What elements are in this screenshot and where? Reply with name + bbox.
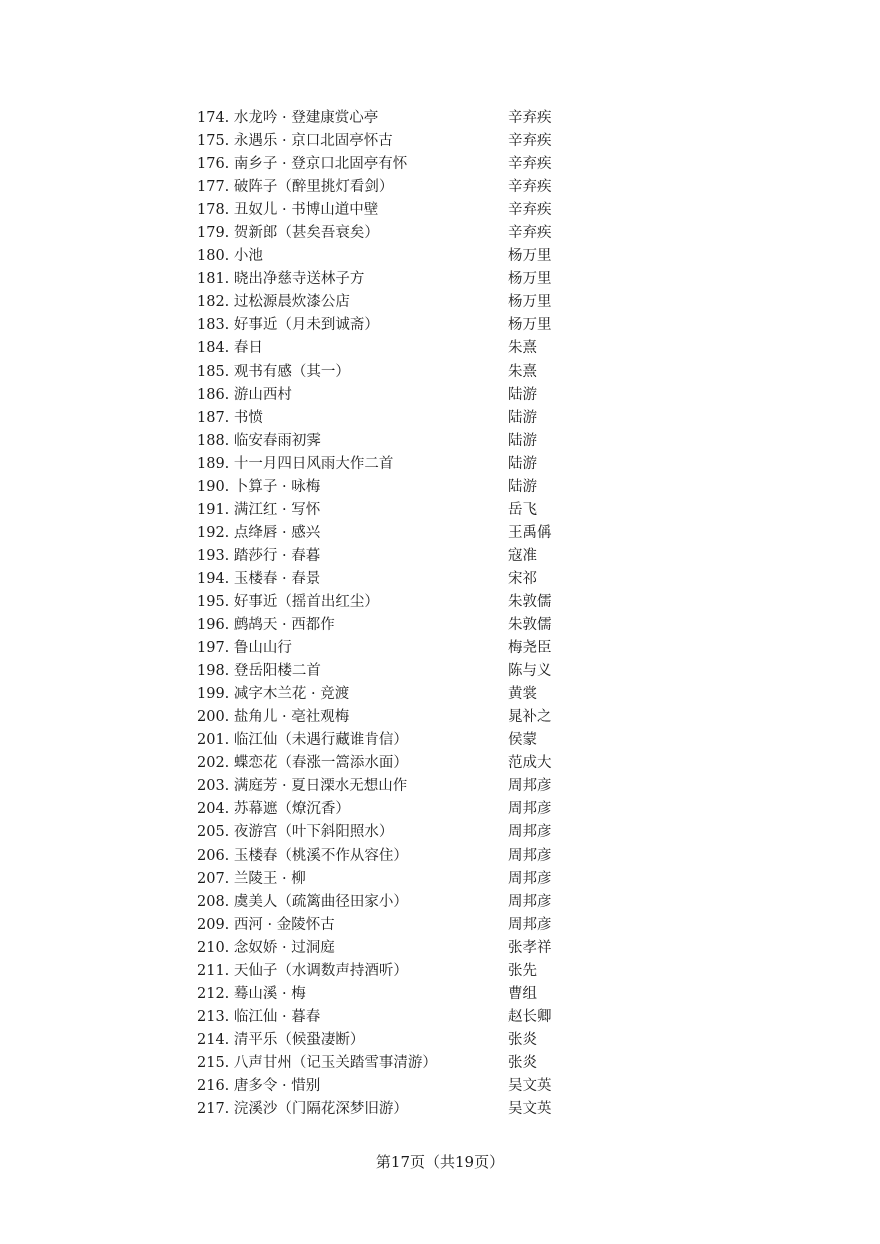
- list-item: [0, 660, 880, 683]
- list-item: [0, 845, 880, 868]
- poem-title: 203. 满庭芳 · 夏日溧水无想山作: [197, 778, 408, 795]
- poem-author: 杨万里: [508, 271, 552, 288]
- list-item: [0, 222, 880, 245]
- poem-author: 周邦彦: [508, 778, 552, 795]
- poem-title: 213. 临江仙 · 暮春: [197, 1008, 321, 1025]
- poem-list: [0, 107, 880, 1121]
- list-item: [0, 291, 880, 314]
- poem-title: 185. 观书有感（其一）: [197, 363, 350, 380]
- poem-author: 黄裳: [508, 686, 537, 703]
- poem-title: 179. 贺新郎（甚矣吾衰矣）: [197, 225, 379, 242]
- poem-title: 186. 游山西村: [197, 386, 292, 403]
- poem-title: 195. 好事近（摇首出红尘）: [197, 593, 379, 610]
- poem-title: 207. 兰陵王 · 柳: [197, 870, 306, 887]
- poem-author: 陆游: [508, 409, 537, 426]
- list-item: [0, 522, 880, 545]
- poem-title: 188. 临安春雨初霁: [197, 432, 321, 449]
- list-item: [0, 706, 880, 729]
- poem-title: 178. 丑奴儿 · 书博山道中壁: [197, 202, 379, 219]
- list-item: [0, 1098, 880, 1121]
- page-number: 第17页（共19页）: [375, 1153, 505, 1171]
- poem-author: 杨万里: [508, 294, 552, 311]
- list-item: [0, 821, 880, 844]
- poem-author: 张孝祥: [508, 939, 552, 956]
- poem-title: 176. 南乡子 · 登京口北固亭有怀: [197, 156, 408, 173]
- poem-author: 辛弃疾: [508, 179, 552, 196]
- poem-author: 岳飞: [508, 501, 537, 518]
- list-item: [0, 430, 880, 453]
- poem-title: 211. 天仙子（水调数声持酒听）: [197, 962, 408, 979]
- list-item: [0, 476, 880, 499]
- poem-title: 187. 书愤: [197, 409, 263, 426]
- list-item: [0, 729, 880, 752]
- poem-title: 214. 清平乐（候蛩凄断）: [197, 1031, 365, 1048]
- list-item: [0, 361, 880, 384]
- poem-author: 吴文英: [508, 1101, 552, 1118]
- poem-title: 204. 苏幕遮（燎沉香）: [197, 801, 350, 818]
- list-item: [0, 683, 880, 706]
- poem-author: 陆游: [508, 478, 537, 495]
- list-item: [0, 568, 880, 591]
- poem-title: 183. 好事近（月未到诚斋）: [197, 317, 379, 334]
- poem-author: 陆游: [508, 386, 537, 403]
- poem-author: 陈与义: [508, 663, 552, 680]
- poem-author: 王禹偁: [508, 524, 552, 541]
- poem-title: 196. 鹧鸪天 · 西都作: [197, 617, 335, 634]
- poem-author: 朱敦儒: [508, 617, 552, 634]
- list-item: [0, 499, 880, 522]
- poem-author: 周邦彦: [508, 893, 552, 910]
- list-item: [0, 637, 880, 660]
- list-item: [0, 407, 880, 430]
- list-item: [0, 983, 880, 1006]
- poem-author: 辛弃疾: [508, 133, 552, 150]
- list-item: [0, 337, 880, 360]
- poem-title: 184. 春日: [197, 340, 263, 357]
- poem-author: 周邦彦: [508, 870, 552, 887]
- poem-title: 209. 西河 · 金陵怀古: [197, 916, 335, 933]
- list-item: [0, 614, 880, 637]
- poem-author: 宋祁: [508, 570, 537, 587]
- poem-author: 周邦彦: [508, 916, 552, 933]
- poem-author: 梅尧臣: [508, 640, 552, 657]
- list-item: [0, 245, 880, 268]
- poem-author: 寇准: [508, 547, 537, 564]
- poem-author: 赵长卿: [508, 1008, 552, 1025]
- poem-title: 191. 满江红 · 写怀: [197, 501, 321, 518]
- poem-title: 180. 小池: [197, 248, 263, 265]
- poem-author: 朱敦儒: [508, 593, 552, 610]
- list-item: [0, 199, 880, 222]
- poem-author: 晁补之: [508, 709, 552, 726]
- list-item: [0, 453, 880, 476]
- list-item: [0, 914, 880, 937]
- poem-author: 范成大: [508, 755, 552, 772]
- list-item: [0, 960, 880, 983]
- poem-title: 199. 减字木兰花 · 竞渡: [197, 686, 350, 703]
- poem-author: 辛弃疾: [508, 225, 552, 242]
- list-item: [0, 545, 880, 568]
- poem-author: 辛弃疾: [508, 156, 552, 173]
- poem-title: 177. 破阵子（醉里挑灯看剑）: [197, 179, 394, 196]
- poem-author: 张炎: [508, 1031, 537, 1048]
- poem-author: 辛弃疾: [508, 110, 552, 126]
- poem-title: 198. 登岳阳楼二首: [197, 663, 321, 680]
- list-item: [0, 1052, 880, 1075]
- poem-title: 200. 盐角儿 · 亳社观梅: [197, 709, 350, 726]
- poem-title: 202. 蝶恋花（春涨一篙添水面）: [197, 755, 408, 772]
- list-item: [0, 752, 880, 775]
- poem-title: 210. 念奴娇 · 过洞庭: [197, 939, 335, 956]
- poem-title: 192. 点绛唇 · 感兴: [197, 524, 321, 541]
- poem-title: 212. 蓦山溪 · 梅: [197, 985, 306, 1002]
- list-item: [0, 153, 880, 176]
- poem-title: 205. 夜游宫（叶下斜阳照水）: [197, 824, 394, 841]
- poem-author: 朱熹: [508, 340, 537, 357]
- poem-title: 216. 唐多令 · 惜别: [197, 1077, 321, 1094]
- poem-title: 174. 水龙吟 · 登建康赏心亭: [197, 110, 379, 126]
- list-item: [0, 891, 880, 914]
- poem-author: 周邦彦: [508, 847, 552, 864]
- poem-author: 吴文英: [508, 1077, 552, 1094]
- poem-author: 杨万里: [508, 248, 552, 265]
- poem-title: 189. 十一月四日风雨大作二首: [197, 455, 394, 472]
- poem-title: 201. 临江仙（未遇行藏谁肯信）: [197, 732, 408, 749]
- list-item: [0, 176, 880, 199]
- list-item: [0, 775, 880, 798]
- poem-title: 190. 卜算子 · 咏梅: [197, 478, 321, 495]
- list-item: [0, 937, 880, 960]
- poem-author: 朱熹: [508, 363, 537, 380]
- poem-author: 张炎: [508, 1054, 537, 1071]
- list-item: [0, 868, 880, 891]
- poem-title: 215. 八声甘州（记玉关踏雪事清游）: [197, 1054, 437, 1071]
- list-item: [0, 591, 880, 614]
- list-item: [0, 384, 880, 407]
- list-item: [0, 1029, 880, 1052]
- poem-title: 197. 鲁山山行: [197, 640, 292, 657]
- list-item: [0, 798, 880, 821]
- poem-author: 周邦彦: [508, 824, 552, 841]
- list-item: [0, 268, 880, 291]
- poem-author: 杨万里: [508, 317, 552, 334]
- list-item: [0, 1075, 880, 1098]
- poem-author: 侯蒙: [508, 732, 537, 749]
- poem-author: 张先: [508, 962, 537, 979]
- poem-author: 辛弃疾: [508, 202, 552, 219]
- poem-title: 181. 晓出净慈寺送林子方: [197, 271, 365, 288]
- poem-title: 182. 过松源晨炊漆公店: [197, 294, 350, 311]
- poem-author: 陆游: [508, 455, 537, 472]
- poem-title: 193. 踏莎行 · 春暮: [197, 547, 321, 564]
- poem-author: 陆游: [508, 432, 537, 449]
- poem-title: 208. 虞美人（疏篱曲径田家小）: [197, 893, 408, 910]
- poem-title: 175. 永遇乐 · 京口北固亭怀古: [197, 133, 393, 150]
- list-item: [0, 107, 880, 130]
- poem-author: 周邦彦: [508, 801, 552, 818]
- list-item: [0, 1006, 880, 1029]
- poem-title: 194. 玉楼春 · 春景: [197, 570, 321, 587]
- list-item: [0, 314, 880, 337]
- list-item: [0, 130, 880, 153]
- poem-title: 217. 浣溪沙（门隔花深梦旧游）: [197, 1101, 408, 1118]
- poem-author: 曹组: [508, 985, 537, 1002]
- poem-title: 206. 玉楼春（桃溪不作从容住）: [197, 847, 408, 864]
